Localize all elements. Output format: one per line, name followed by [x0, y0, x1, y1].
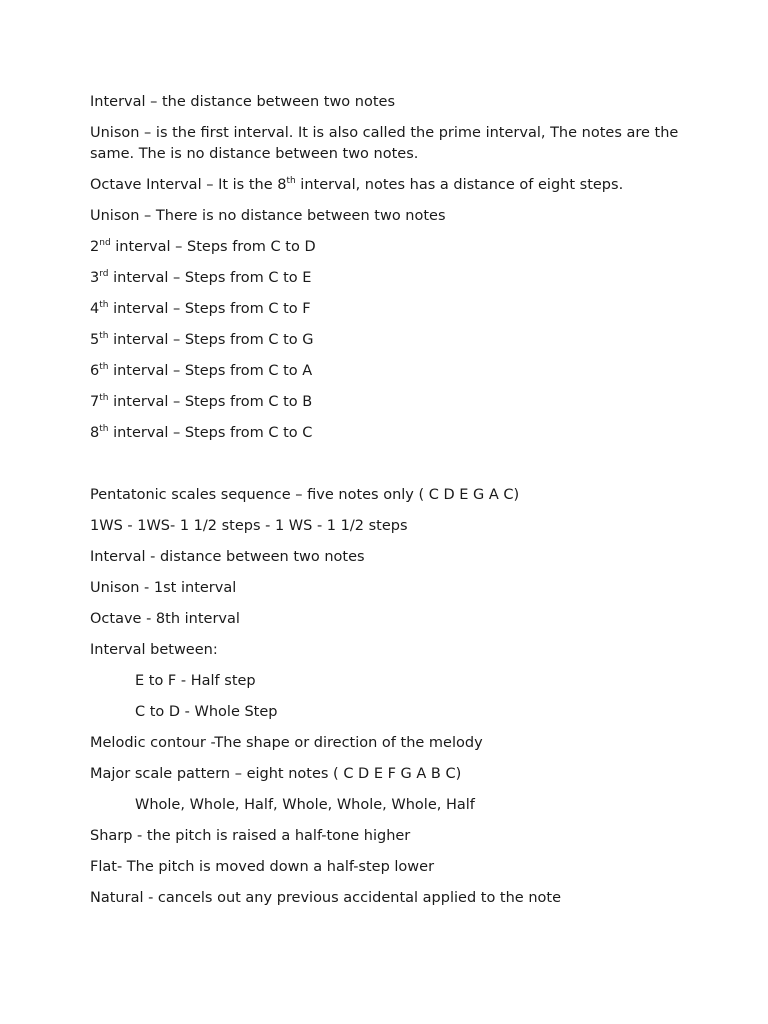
paragraph-text: 7 [90, 394, 100, 410]
paragraph-text: 2 [90, 239, 100, 255]
paragraph-text: interval – Steps from C to B [108, 394, 313, 410]
paragraph-text: interval – Steps from C to F [108, 301, 311, 317]
paragraph [90, 175, 690, 196]
paragraph: Natural - cancels out any previous accidental applied to the note [90, 890, 561, 906]
indented-paragraph: Whole, Whole, Half, Whole, Whole, Whole, Half [135, 797, 475, 813]
ordinal-superscript: th [99, 362, 109, 372]
paragraph-text: 3 [90, 270, 100, 286]
paragraph [90, 268, 690, 289]
paragraph: Interval – the distance between two notes [90, 94, 396, 110]
ordinal-superscript: th [99, 393, 109, 403]
paragraph-text: 4 [90, 301, 100, 317]
paragraph-text: interval – Steps from C to C [108, 425, 313, 441]
document-body [90, 92, 690, 919]
paragraph: 1WS - 1WS- 1 1/2 steps - 1 WS - 1 1/2 steps [90, 518, 408, 534]
paragraph-text: interval – Steps from C to G [108, 332, 314, 348]
paragraph: Interval between: [90, 642, 218, 658]
paragraph-text: 5 [90, 332, 100, 348]
paragraph: Interval - distance between two notes [90, 549, 365, 565]
indented-paragraph: E to F - Half step [135, 673, 256, 689]
paragraph [90, 392, 690, 413]
ordinal-superscript: th [99, 300, 109, 310]
paragraph-text: interval – Steps from C to E [108, 270, 312, 286]
paragraph: Unison – There is no distance between two notes [90, 208, 446, 224]
paragraph-text: interval – Steps from C to A [108, 363, 313, 379]
paragraph [90, 423, 690, 444]
paragraph-text: interval, notes has a distance of eight steps. [295, 177, 624, 193]
paragraph [90, 330, 690, 351]
ordinal-superscript: th [99, 331, 109, 341]
paragraph-text: interval – Steps from C to D [110, 239, 316, 255]
ordinal-superscript: nd [99, 238, 111, 248]
indented-paragraph: C to D - Whole Step [135, 704, 278, 720]
paragraph: Melodic contour -The shape or direction of the melody [90, 735, 483, 751]
paragraph-text: 6 [90, 363, 100, 379]
paragraph: Unison – is the first interval. It is also called the prime interval, The notes are the same. The is no distance between two notes. [90, 125, 679, 162]
paragraph [90, 299, 690, 320]
paragraph: Major scale pattern – eight notes ( C D E F G A B C) [90, 766, 462, 782]
paragraph: Unison - 1st interval [90, 580, 237, 596]
paragraph: Flat- The pitch is moved down a half-step lower [90, 859, 435, 875]
paragraph [90, 237, 690, 258]
paragraph [90, 361, 690, 382]
blank-line [90, 454, 690, 475]
ordinal-superscript: th [99, 424, 109, 434]
ordinal-superscript: rd [99, 269, 109, 279]
paragraph: Pentatonic scales sequence – five notes only ( C D E G A C) [90, 487, 520, 503]
paragraph: Sharp - the pitch is raised a half-tone higher [90, 828, 411, 844]
paragraph-text: Octave Interval – It is the 8 [90, 177, 287, 193]
paragraph-text: 8 [90, 425, 100, 441]
ordinal-superscript: th [286, 176, 296, 186]
paragraph: Octave - 8th interval [90, 611, 240, 627]
